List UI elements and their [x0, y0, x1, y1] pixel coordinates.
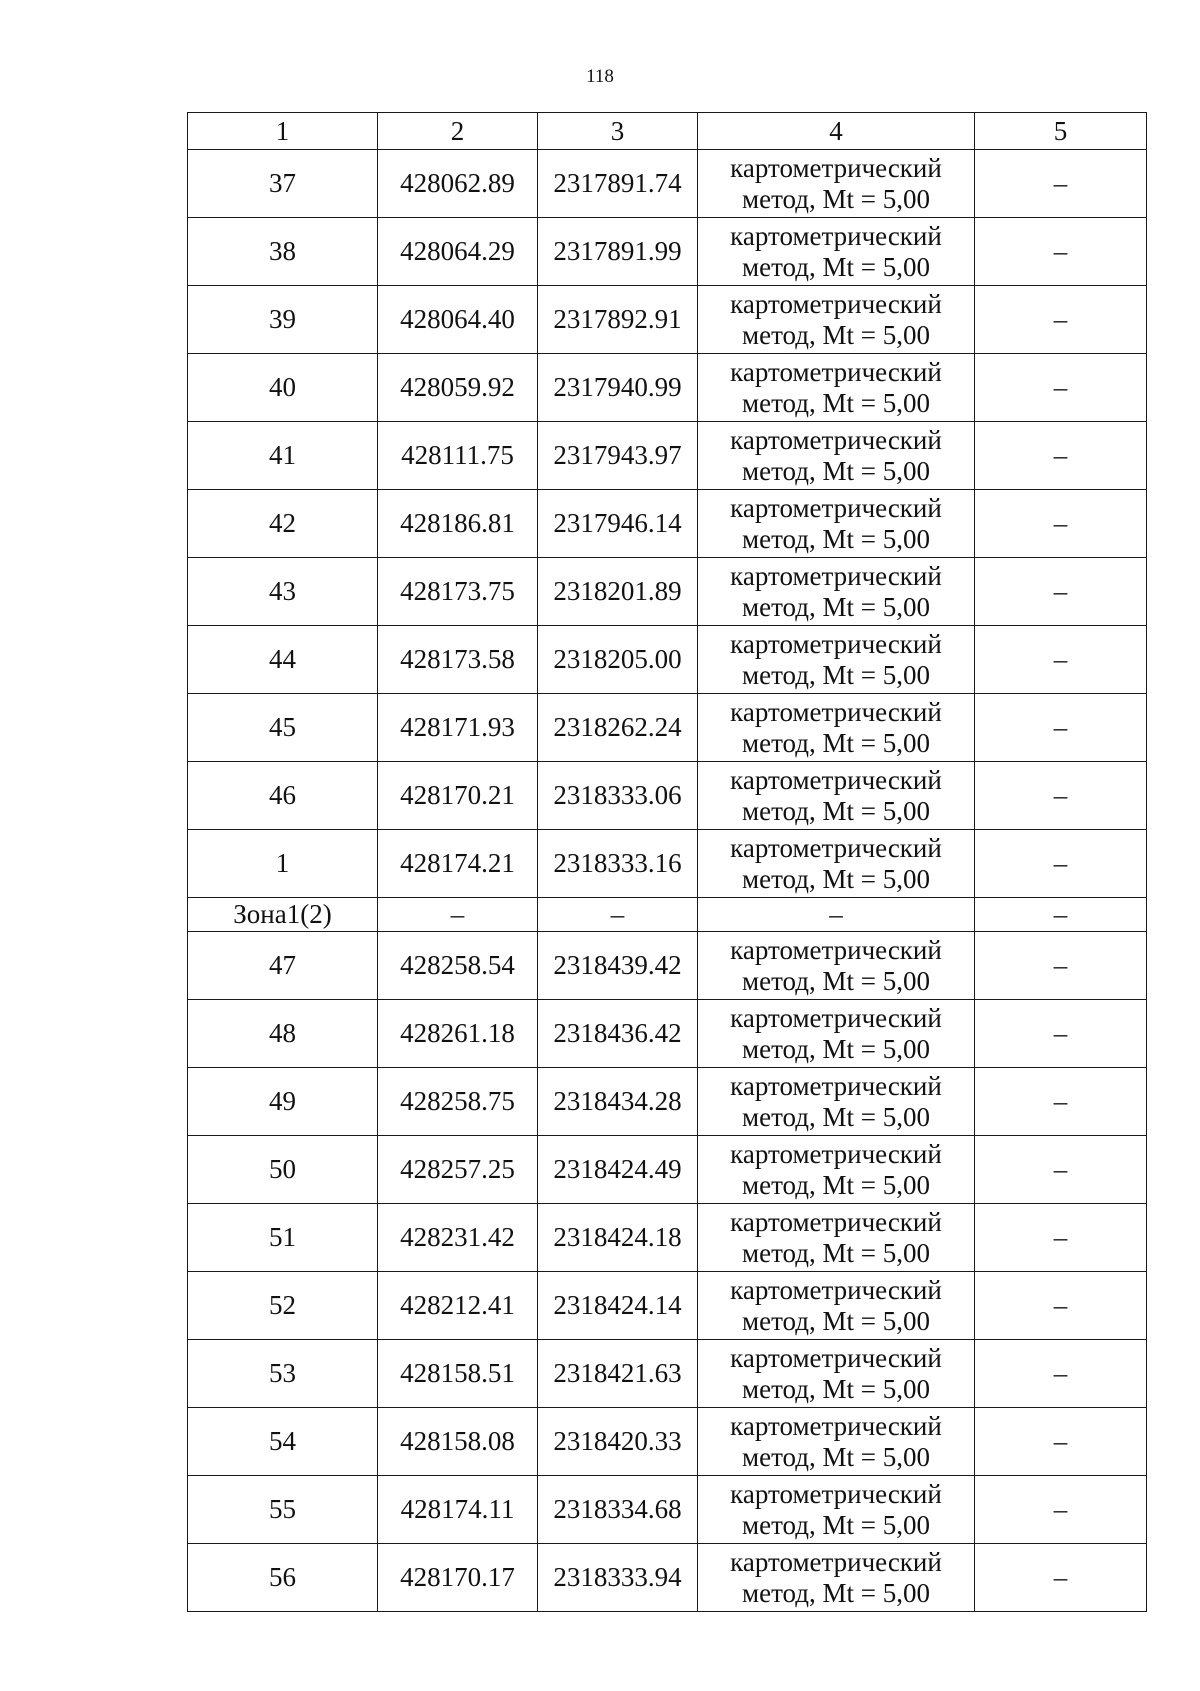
note-cell: –: [975, 1000, 1147, 1068]
method-cell: картометрический метод, Mt = 5,00: [698, 422, 975, 490]
method-cell: картометрический метод, Mt = 5,00: [698, 1204, 975, 1272]
table-row: [188, 1068, 1147, 1136]
note-cell: –: [975, 1476, 1147, 1544]
x-coordinate-cell: 428170.17: [378, 1544, 538, 1612]
x-coordinate-cell: 428059.92: [378, 354, 538, 422]
note-cell: –: [975, 830, 1147, 898]
y-coordinate-cell: 2317943.97: [538, 422, 698, 490]
y-coordinate-cell: 2318333.06: [538, 762, 698, 830]
method-cell: картометрический метод, Mt = 5,00: [698, 626, 975, 694]
point-cell: 37: [188, 150, 378, 218]
y-coordinate-cell: 2317892.91: [538, 286, 698, 354]
method-cell: картометрический метод, Mt = 5,00: [698, 1476, 975, 1544]
table-row: [188, 762, 1147, 830]
point-cell: 40: [188, 354, 378, 422]
point-cell: 39: [188, 286, 378, 354]
x-coordinate-cell: 428174.11: [378, 1476, 538, 1544]
coordinates-table: [187, 112, 1147, 1612]
table-header-row: [188, 113, 1147, 150]
y-coordinate-cell: 2318333.16: [538, 830, 698, 898]
table-row: [188, 1000, 1147, 1068]
table-row: [188, 218, 1147, 286]
x-coordinate-cell: 428258.54: [378, 932, 538, 1000]
x-coordinate-cell: 428186.81: [378, 490, 538, 558]
method-cell: картометрический метод, Mt = 5,00: [698, 1544, 975, 1612]
table-row: [188, 1408, 1147, 1476]
y-coordinate-cell: 2318436.42: [538, 1000, 698, 1068]
note-cell: –: [975, 1204, 1147, 1272]
y-coordinate-cell: 2317940.99: [538, 354, 698, 422]
note-cell: –: [975, 762, 1147, 830]
x-coordinate-cell: 428174.21: [378, 830, 538, 898]
table-row: [188, 1544, 1147, 1612]
method-cell: картометрический метод, Mt = 5,00: [698, 558, 975, 626]
x-coordinate-cell: 428257.25: [378, 1136, 538, 1204]
method-cell: картометрический метод, Mt = 5,00: [698, 694, 975, 762]
point-cell: 48: [188, 1000, 378, 1068]
point-cell: 44: [188, 626, 378, 694]
x-coordinate-cell: 428064.40: [378, 286, 538, 354]
x-coordinate-cell: 428258.75: [378, 1068, 538, 1136]
method-cell: картометрический метод, Mt = 5,00: [698, 1136, 975, 1204]
x-coordinate-cell: 428212.41: [378, 1272, 538, 1340]
point-cell: Зона1(2): [188, 898, 378, 932]
note-cell: –: [975, 1544, 1147, 1612]
table-row: [188, 286, 1147, 354]
point-cell: 42: [188, 490, 378, 558]
point-cell: 53: [188, 1340, 378, 1408]
column-header: 5: [975, 113, 1147, 150]
method-cell: картометрический метод, Mt = 5,00: [698, 932, 975, 1000]
method-cell: картометрический метод, Mt = 5,00: [698, 490, 975, 558]
column-header: 1: [188, 113, 378, 150]
note-cell: –: [975, 354, 1147, 422]
note-cell: –: [975, 1408, 1147, 1476]
y-coordinate-cell: 2317891.99: [538, 218, 698, 286]
table-row: [188, 932, 1147, 1000]
table-row: [188, 1204, 1147, 1272]
method-cell: картометрический метод, Mt = 5,00: [698, 1340, 975, 1408]
x-coordinate-cell: 428064.29: [378, 218, 538, 286]
note-cell: –: [975, 626, 1147, 694]
x-coordinate-cell: 428231.42: [378, 1204, 538, 1272]
note-cell: –: [975, 694, 1147, 762]
y-coordinate-cell: 2318420.33: [538, 1408, 698, 1476]
table-row: [188, 626, 1147, 694]
zone-row: [188, 898, 1147, 932]
y-coordinate-cell: 2318424.14: [538, 1272, 698, 1340]
point-cell: 49: [188, 1068, 378, 1136]
x-coordinate-cell: –: [378, 898, 538, 932]
x-coordinate-cell: 428158.08: [378, 1408, 538, 1476]
point-cell: 55: [188, 1476, 378, 1544]
y-coordinate-cell: 2318421.63: [538, 1340, 698, 1408]
table-row: [188, 694, 1147, 762]
y-coordinate-cell: –: [538, 898, 698, 932]
note-cell: –: [975, 286, 1147, 354]
method-cell: картометрический метод, Mt = 5,00: [698, 218, 975, 286]
note-cell: –: [975, 932, 1147, 1000]
table-body: [188, 113, 1147, 1612]
y-coordinate-cell: 2318333.94: [538, 1544, 698, 1612]
x-coordinate-cell: 428171.93: [378, 694, 538, 762]
method-cell: картометрический метод, Mt = 5,00: [698, 1000, 975, 1068]
note-cell: –: [975, 558, 1147, 626]
page-number: 118: [586, 66, 614, 87]
method-cell: картометрический метод, Mt = 5,00: [698, 354, 975, 422]
x-coordinate-cell: 428173.75: [378, 558, 538, 626]
point-cell: 51: [188, 1204, 378, 1272]
note-cell: –: [975, 490, 1147, 558]
y-coordinate-cell: 2318262.24: [538, 694, 698, 762]
column-header: 3: [538, 113, 698, 150]
y-coordinate-cell: 2318205.00: [538, 626, 698, 694]
x-coordinate-cell: 428170.21: [378, 762, 538, 830]
point-cell: 45: [188, 694, 378, 762]
method-cell: картометрический метод, Mt = 5,00: [698, 286, 975, 354]
table-row: [188, 1340, 1147, 1408]
method-cell: –: [698, 898, 975, 932]
method-cell: картометрический метод, Mt = 5,00: [698, 762, 975, 830]
note-cell: –: [975, 1272, 1147, 1340]
x-coordinate-cell: 428062.89: [378, 150, 538, 218]
point-cell: 1: [188, 830, 378, 898]
table-row: [188, 1272, 1147, 1340]
table-row: [188, 558, 1147, 626]
method-cell: картометрический метод, Mt = 5,00: [698, 1272, 975, 1340]
point-cell: 38: [188, 218, 378, 286]
y-coordinate-cell: 2318439.42: [538, 932, 698, 1000]
point-cell: 46: [188, 762, 378, 830]
note-cell: –: [975, 898, 1147, 932]
table-row: [188, 354, 1147, 422]
point-cell: 47: [188, 932, 378, 1000]
note-cell: –: [975, 422, 1147, 490]
table-row: [188, 830, 1147, 898]
table-row: [188, 1136, 1147, 1204]
note-cell: –: [975, 1068, 1147, 1136]
point-cell: 56: [188, 1544, 378, 1612]
y-coordinate-cell: 2317946.14: [538, 490, 698, 558]
method-cell: картометрический метод, Mt = 5,00: [698, 830, 975, 898]
y-coordinate-cell: 2318434.28: [538, 1068, 698, 1136]
method-cell: картометрический метод, Mt = 5,00: [698, 1068, 975, 1136]
note-cell: –: [975, 1340, 1147, 1408]
table-row: [188, 150, 1147, 218]
method-cell: картометрический метод, Mt = 5,00: [698, 1408, 975, 1476]
x-coordinate-cell: 428111.75: [378, 422, 538, 490]
x-coordinate-cell: 428173.58: [378, 626, 538, 694]
table-row: [188, 1476, 1147, 1544]
y-coordinate-cell: 2317891.74: [538, 150, 698, 218]
point-cell: 50: [188, 1136, 378, 1204]
point-cell: 41: [188, 422, 378, 490]
note-cell: –: [975, 218, 1147, 286]
column-header: 4: [698, 113, 975, 150]
point-cell: 43: [188, 558, 378, 626]
point-cell: 52: [188, 1272, 378, 1340]
y-coordinate-cell: 2318201.89: [538, 558, 698, 626]
table-row: [188, 490, 1147, 558]
column-header: 2: [378, 113, 538, 150]
point-cell: 54: [188, 1408, 378, 1476]
note-cell: –: [975, 150, 1147, 218]
x-coordinate-cell: 428261.18: [378, 1000, 538, 1068]
note-cell: –: [975, 1136, 1147, 1204]
method-cell: картометрический метод, Mt = 5,00: [698, 150, 975, 218]
y-coordinate-cell: 2318424.49: [538, 1136, 698, 1204]
y-coordinate-cell: 2318424.18: [538, 1204, 698, 1272]
table-row: [188, 422, 1147, 490]
y-coordinate-cell: 2318334.68: [538, 1476, 698, 1544]
x-coordinate-cell: 428158.51: [378, 1340, 538, 1408]
